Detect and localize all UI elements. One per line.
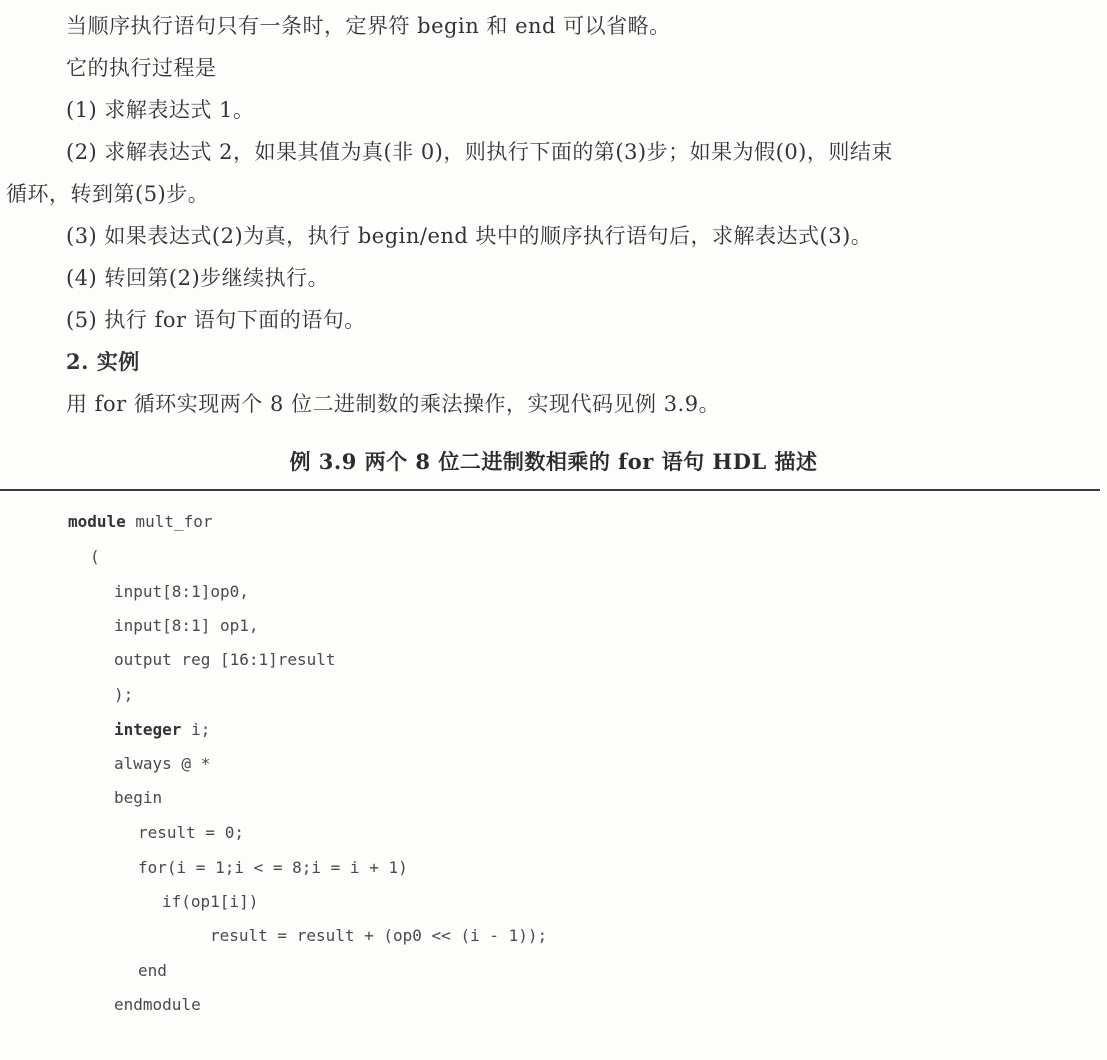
code-line-6: ); — [114, 685, 134, 704]
paragraph-begin-end-note: 当顺序执行语句只有一条时，定界符 begin 和 end 可以省略。 — [66, 14, 671, 38]
code-line-14: end — [138, 961, 167, 980]
code-line-11: for(i = 1;i < = 8;i = i + 1) — [138, 858, 408, 877]
step-4: (4) 转回第(2)步继续执行。 — [66, 266, 330, 290]
code-line-1 — [68, 510, 213, 534]
keyword-module: module — [68, 512, 126, 531]
step-2-line-1: (2) 求解表达式 2，如果其值为真(非 0)，则执行下面的第(3)步；如果为假(0)，则结束 — [66, 140, 893, 164]
section-title: 2. 实例 — [66, 349, 140, 374]
code-line-3: input[8:1]op0, — [114, 582, 249, 601]
code-line-15: endmodule — [114, 995, 201, 1014]
code-line-10: result = 0; — [138, 823, 244, 842]
code-text: mult_for — [125, 512, 213, 531]
code-line-13: result = result + (op0 << (i - 1)); — [210, 926, 548, 945]
caption-divider — [0, 489, 1100, 491]
keyword-integer: integer — [114, 720, 182, 739]
paragraph-example-intro: 用 for 循环实现两个 8 位二进制数的乘法操作，实现代码见例 3.9。 — [66, 392, 721, 416]
code-line-2: ( — [90, 547, 100, 566]
code-text: i; — [181, 720, 211, 739]
code-line-8: always @ * — [114, 754, 211, 773]
code-line-9: begin — [114, 788, 163, 807]
code-line-7 — [114, 718, 210, 742]
code-line-5: output reg [16:1]result — [114, 650, 336, 669]
step-3: (3) 如果表达式(2)为真，执行 begin/end 块中的顺序执行语句后，求解表达式(3)。 — [66, 224, 873, 248]
step-5: (5) 执行 for 语句下面的语句。 — [66, 308, 366, 332]
code-line-12: if(op1[i]) — [162, 892, 259, 911]
step-2-line-2: 循环，转到第(5)步。 — [6, 182, 210, 206]
example-caption: 例 3.9 两个 8 位二进制数相乘的 for 语句 HDL 描述 — [289, 449, 818, 474]
step-1: (1) 求解表达式 1。 — [66, 98, 255, 122]
paragraph-process-intro: 它的执行过程是 — [66, 56, 217, 80]
code-line-4: input[8:1] op1, — [114, 616, 259, 635]
